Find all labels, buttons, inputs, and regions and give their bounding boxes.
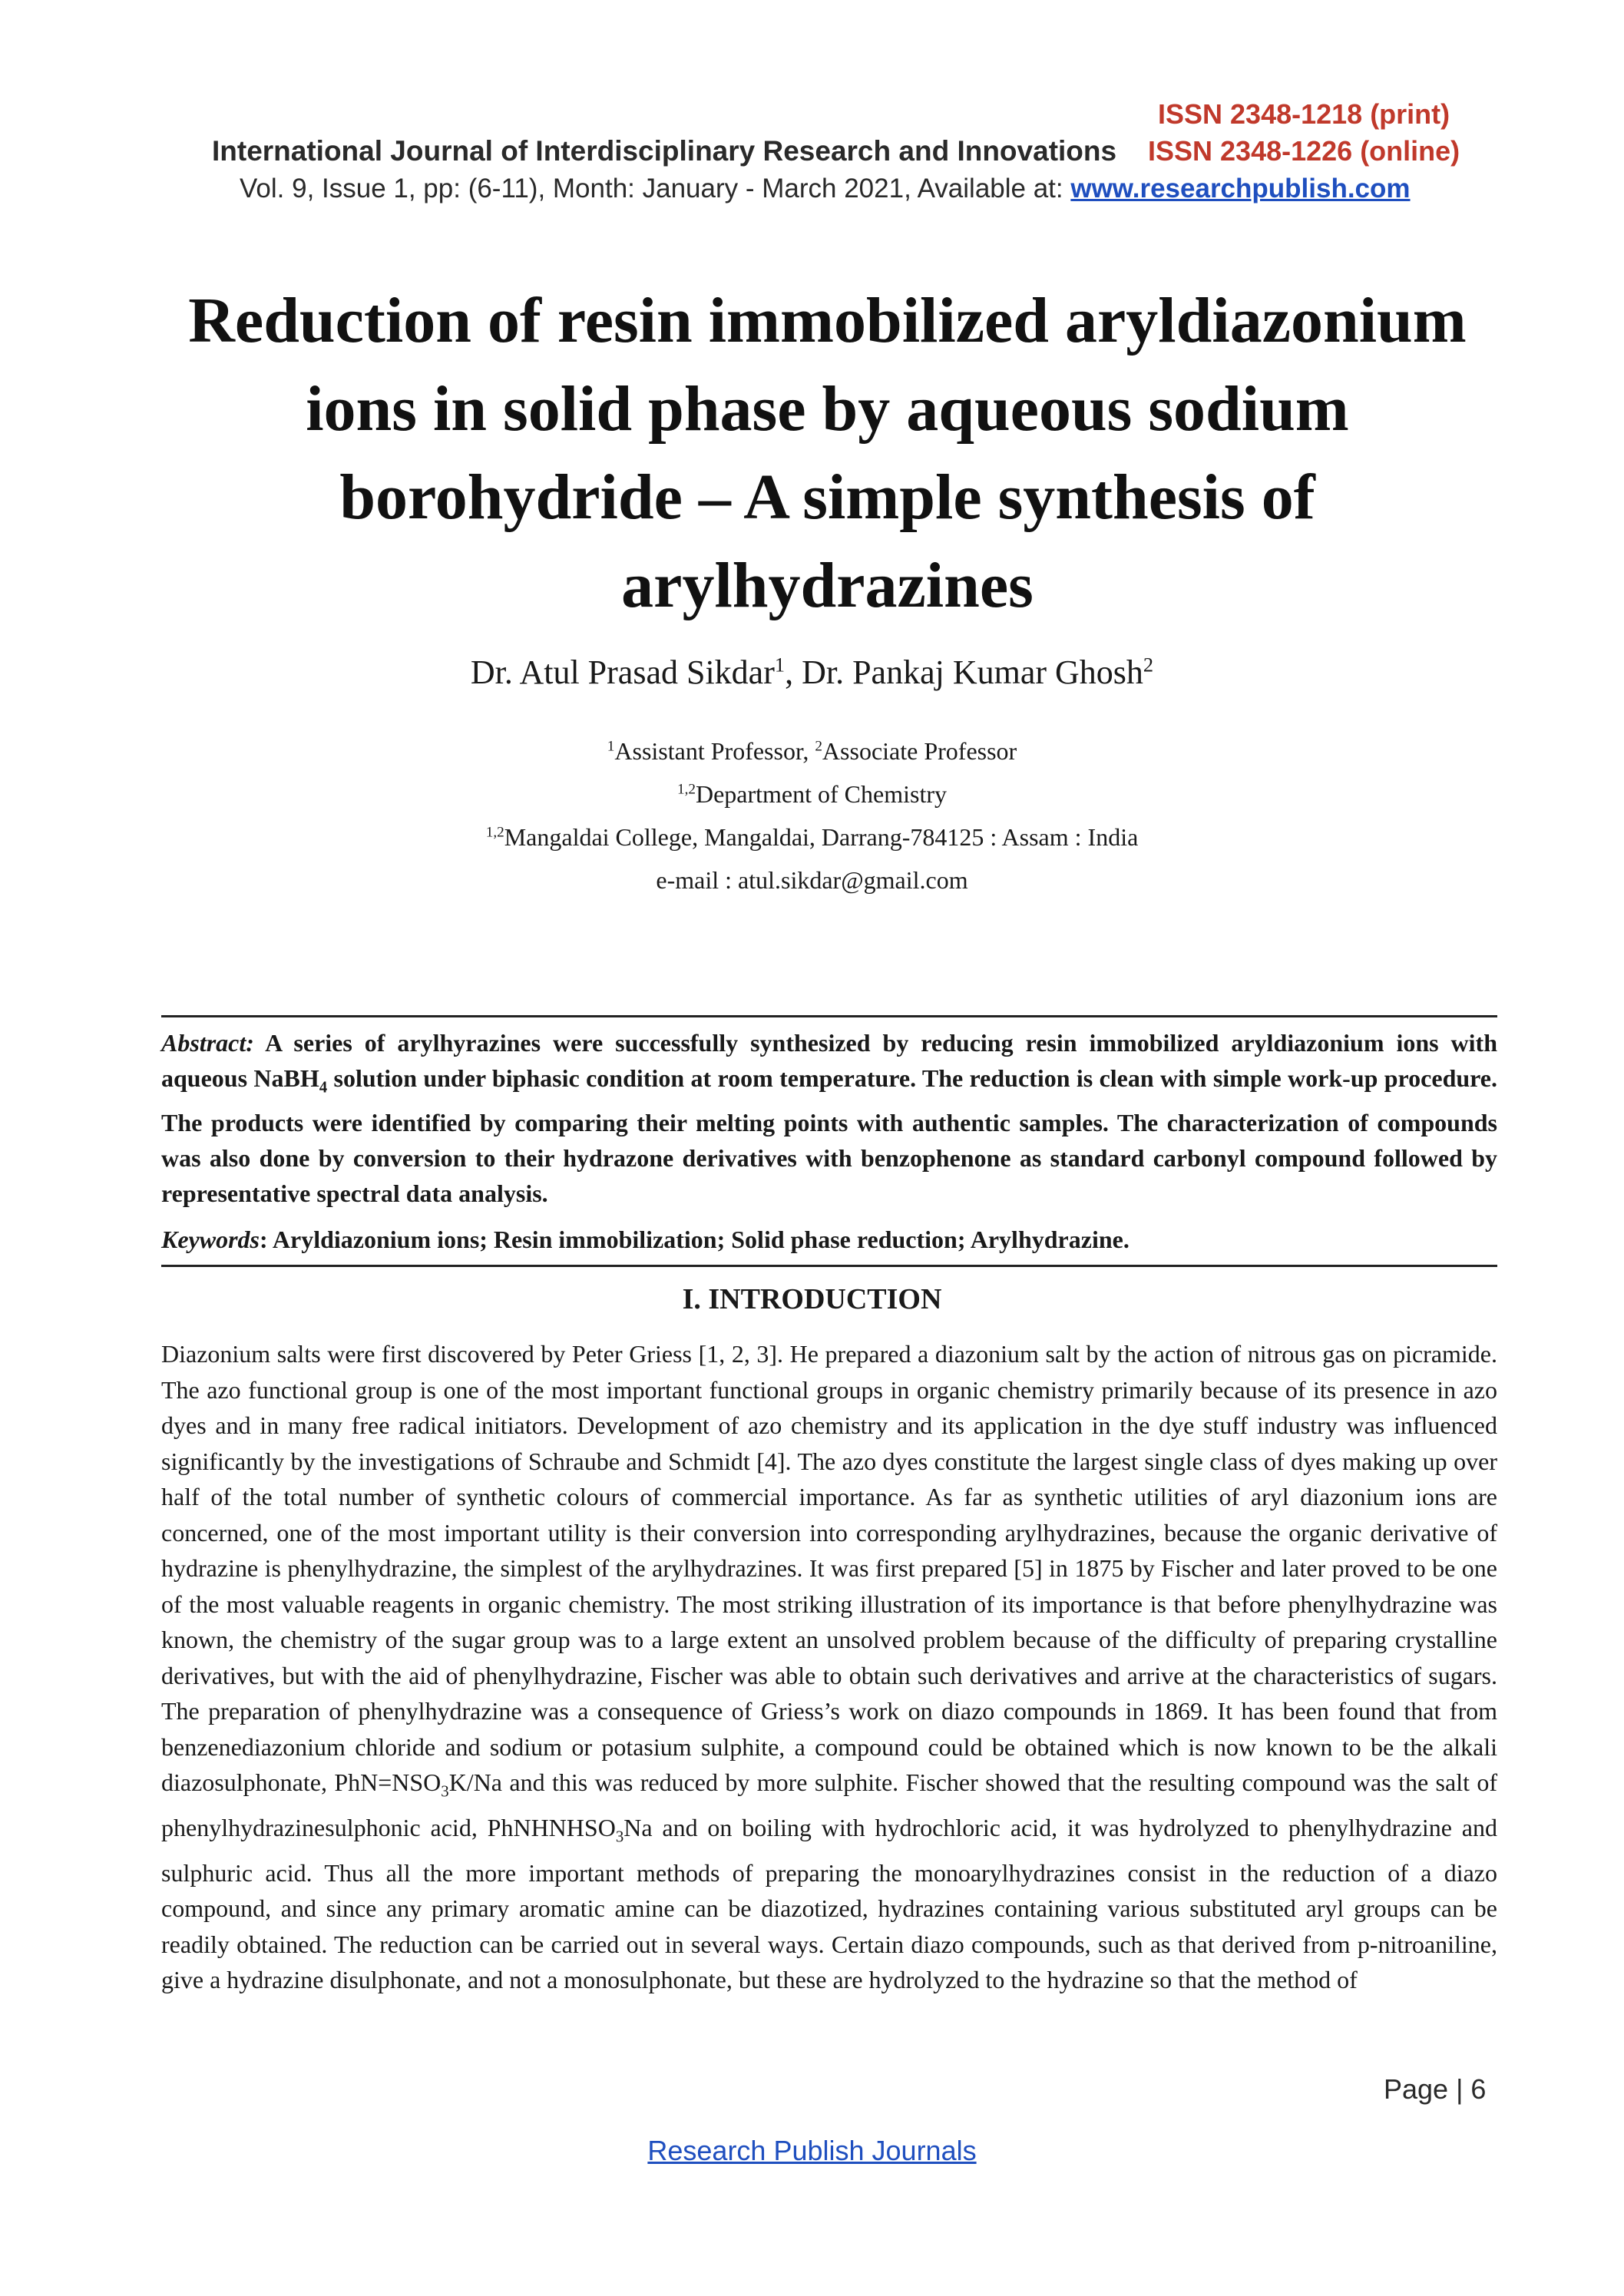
publisher-link[interactable]: Research Publish Journals	[647, 2135, 977, 2166]
intro-text-3: Na and on boiling with hydrochloric acid, it was hydrolyzed to phenylhydrazine and sulphuric acid. Thus all the more important methods of preparing the monoarylhydrazines consist in the reduction of a diazo compound, and since any primary aromatic amine can be diazotized, hydrazines containing various substituted aryl groups can be readily obtained. The reduction can be carried out in several ways. Certain diazo compounds, such as that derived from p-nitroaniline, give a hydrazine disulphonate, and not a monosulphonate, but these are hydrolyzed to the hydrazine so that the method of	[161, 1813, 1498, 1994]
abstract-top-rule	[161, 1015, 1497, 1017]
role-2: Associate Professor	[822, 737, 1017, 765]
intro-text-1: Diazonium salts were first discovered by Peter Griess [1, 2, 3]. He prepared a diazonium salt by the action of nitrous gas on picramide. The azo functional group is one of the most important functional groups in organic chemistry primarily because of its presence in azo dyes and in many free radical initiators. Development of azo chemistry and its application in the dye stuff industry was influenced significantly by the investigations of Schraube and Schmidt [4]. The azo dyes constitute the largest single class of dyes making up over half of the total number of synthetic colours of commercial importance. As far as synthetic utilities of aryl diazonium ions are concerned, one of the most important utility is their conversion into corresponding arylhydrazines, because the organic derivative of hydrazine is phenylhydrazine, the simplest of the arylhydrazines. It was first prepared [5] in 1875 by Fischer and later proved to be one of the most valuable reagents in organic chemistry. The most striking illustration of its importance is that before phenylhydrazine was known, the chemistry of the sugar group was to a large extent an unsolved problem because of the difficulty of preparing crystalline derivatives, but with the aid of phenylhydrazine, Fischer was able to obtain such derivatives and arrive at the characteristics of sugars. The preparation of phenylhydrazine was a consequence of Griess’s work on diazo compounds in 1869. It has been found that from benzenediazonium chloride and sodium or potasium sulphite, a compound could be obtained which is now known to be the alkali diazosulphonate, PhN=NSO	[161, 1340, 1497, 1796]
abstract	[161, 1025, 1497, 1211]
issn-online: ISSN 2348-1226 (online)	[1148, 135, 1460, 167]
volume-info: Vol. 9, Issue 1, pp: (6-11), Month: January - March 2021, Available at:	[240, 174, 1071, 203]
affiliation-department	[0, 780, 1624, 809]
paper-title: Reduction of resin immobilized aryldiazonium ions in solid phase by aqueous sodium borohydride – A simple synthesis of arylhydrazines	[188, 285, 1467, 621]
abstract-label: Abstract:	[161, 1029, 254, 1057]
intro-subscript-2: 3	[615, 1828, 624, 1846]
affiliation-roles	[0, 737, 1624, 766]
department: Department of Chemistry	[695, 780, 947, 808]
abstract-text-b: solution under biphasic condition at room temperature. The reduction is clean with simple work-up procedure. The products were identified by comparing their melting points with authentic samples. The characterization of compounds was also done by conversion to their hydrazone derivatives with benzophenone as standard carbonyl compound followed by representative spectral data analysis.	[161, 1064, 1498, 1208]
issn-print: ISSN 2348-1218 (print)	[1158, 98, 1450, 130]
abstract-text-a: A series of arylhyrazines were successfully synthesized by reducing resin immobilized aryldiazonium ions with aqueous NaBH	[161, 1029, 1497, 1092]
role-2-sup: 2	[815, 738, 822, 755]
author-2: Dr. Pankaj Kumar Ghosh	[802, 653, 1143, 691]
role-1: Assistant Professor,	[614, 737, 815, 765]
author-separator: ,	[785, 653, 802, 691]
department-sup: 1,2	[676, 781, 696, 798]
college-sup: 1,2	[485, 824, 504, 841]
footer	[0, 2135, 1624, 2167]
intro-text-2: K/Na and this was reduced by more sulphite. Fischer showed that the resulting compound was the salt of phenylhydrazinesulphonic acid, PhNHNHSO	[161, 1768, 1497, 1841]
journal-header	[0, 92, 1624, 215]
journal-name: International Journal of Interdisciplinary Research and Innovations	[212, 135, 1117, 167]
keywords-label: Keywords	[161, 1226, 260, 1253]
section-heading: I. INTRODUCTION	[682, 1283, 942, 1315]
affiliation-college	[0, 823, 1624, 852]
role-1-sup: 1	[607, 738, 615, 755]
keywords-text: : Aryldiazonium ions; Resin immobilization; Solid phase reduction; Arylhydrazine.	[260, 1226, 1130, 1253]
volume-info-line	[240, 174, 1411, 204]
introduction-body	[161, 1336, 1497, 1998]
abstract-subscript: 4	[319, 1078, 328, 1097]
author-1: Dr. Atul Prasad Sikdar	[470, 653, 775, 691]
affiliation-email: e-mail : atul.sikdar@gmail.com	[656, 866, 968, 894]
intro-subscript-1: 3	[441, 1782, 449, 1801]
keywords	[161, 1226, 1497, 1254]
abstract-bottom-rule	[161, 1265, 1497, 1267]
authors-line	[0, 653, 1624, 692]
page-number: Page | 6	[1384, 2073, 1487, 2105]
author-2-sup: 2	[1143, 653, 1154, 677]
college: Mangaldai College, Mangaldai, Darrang-784125 : Assam : India	[504, 823, 1139, 851]
website-link[interactable]: www.researchpublish.com	[1070, 174, 1411, 203]
author-1-sup: 1	[774, 653, 786, 677]
